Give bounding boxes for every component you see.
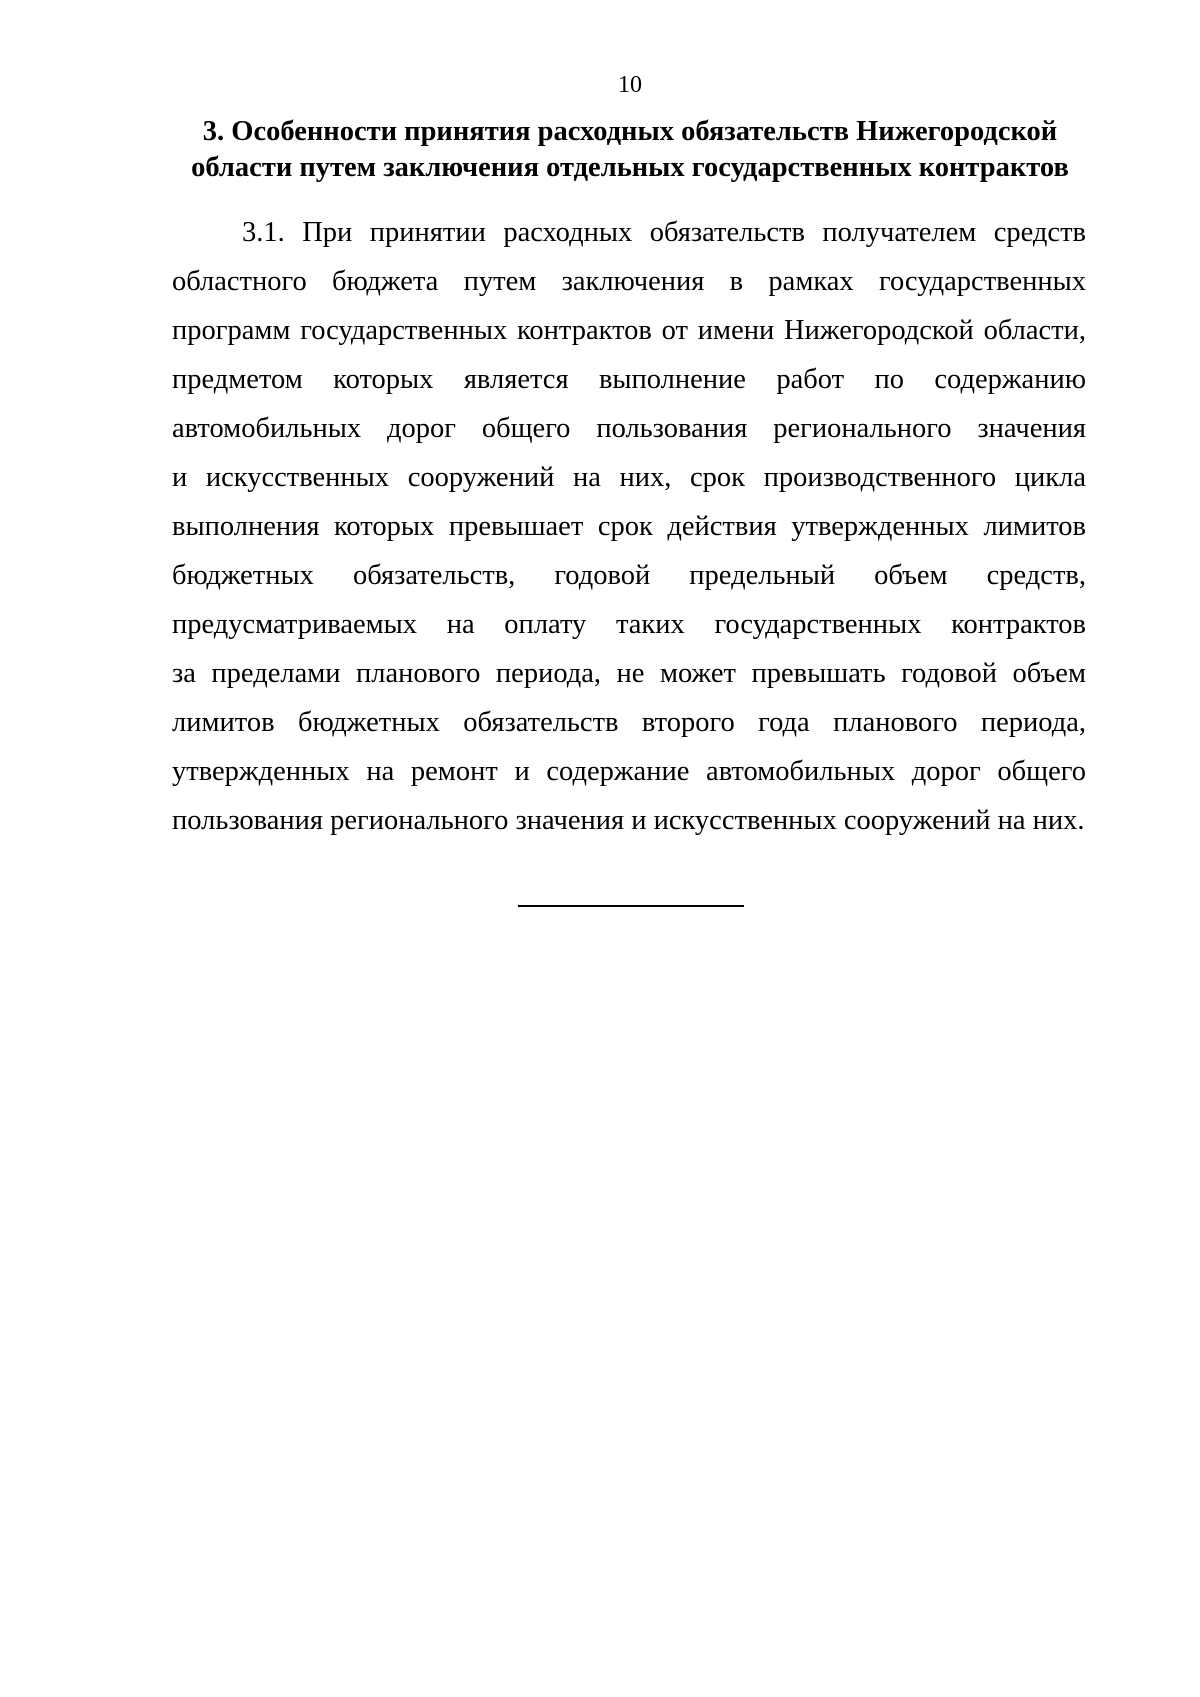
paragraph-line: предметом которых является выполнение работ по содержанию	[172, 364, 1086, 395]
paragraph-line: автомобильных дорог общего пользования регионального значения	[172, 413, 1086, 444]
section-title-line: области путем заключения отдельных государственных контрактов	[191, 152, 1069, 183]
paragraph-line: программ государственных контрактов от имени Нижегородской области,	[172, 315, 1086, 346]
paragraph-line: за пределами планового периода, не может превышать годовой объем	[172, 658, 1086, 689]
paragraph-line: утвержденных на ремонт и содержание автомобильных дорог общего	[172, 756, 1086, 787]
section-paragraph	[172, 208, 1086, 845]
paragraph-line: пользования регионального значения и искусственных сооружений на них.	[172, 805, 1085, 836]
section-title-line: 3. Особенности принятия расходных обязательств Нижегородской	[202, 116, 1058, 147]
page-number: 10	[618, 72, 642, 98]
paragraph-line: и искусственных сооружений на них, срок производственного цикла	[172, 462, 1086, 493]
paragraph-line: выполнения которых превышает срок действия утвержденных лимитов	[172, 511, 1086, 542]
paragraph-line: 3.1. При принятии расходных обязательств получателем средств	[242, 217, 1086, 248]
paragraph-line: лимитов бюджетных обязательств второго года планового периода,	[172, 707, 1086, 738]
end-separator-line	[518, 905, 744, 907]
paragraph-line: областного бюджета путем заключения в рамках государственных	[172, 266, 1086, 297]
paragraph-line: бюджетных обязательств, годовой предельный объем средств,	[172, 560, 1086, 591]
paragraph-line: предусматриваемых на оплату таких государственных контрактов	[172, 609, 1086, 640]
section-title	[170, 114, 1090, 186]
